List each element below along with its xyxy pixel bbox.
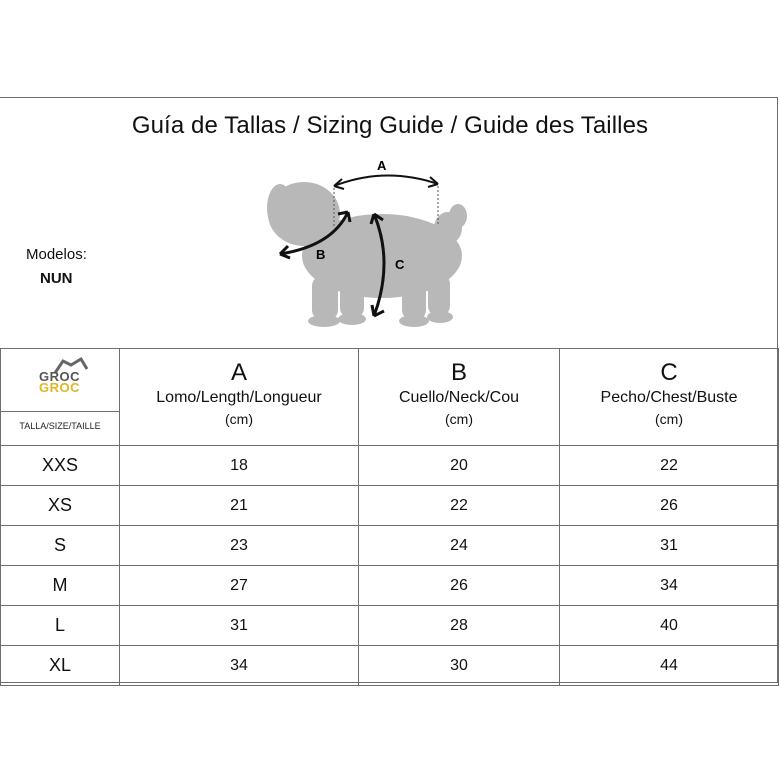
column-unit: (cm) (655, 411, 683, 427)
length-cell: 34 (120, 646, 359, 686)
size-cell: S (1, 526, 120, 566)
chest-cell: 40 (560, 606, 779, 646)
chest-cell: 31 (560, 526, 779, 566)
length-cell: 18 (120, 446, 359, 486)
sizing-guide-frame (0, 97, 778, 683)
neck-cell: 24 (359, 526, 560, 566)
column-unit: (cm) (445, 411, 473, 427)
measure-b-label: B (316, 247, 326, 262)
brand-header-cell (1, 349, 120, 446)
size-column-header: TALLA/SIZE/TAILLE (19, 421, 101, 431)
table-row (1, 606, 779, 646)
length-cell: 31 (120, 606, 359, 646)
brand-name-top: GROC (39, 369, 80, 384)
chest-cell: 34 (560, 566, 779, 606)
measure-a-arrow (334, 175, 438, 189)
size-cell: XS (1, 486, 120, 526)
dog-measurement-diagram (262, 156, 482, 331)
measure-c-label: C (395, 257, 405, 272)
size-cell: L (1, 606, 120, 646)
neck-cell: 22 (359, 486, 560, 526)
brand-logo (1, 349, 119, 409)
chest-cell: 26 (560, 486, 779, 526)
models-value: NUN (40, 270, 73, 287)
models-label: Modelos: (26, 246, 87, 263)
brand-name-bottom: GROC (39, 380, 80, 395)
size-cell: XL (1, 646, 120, 686)
length-cell: 21 (120, 486, 359, 526)
column-header-c (560, 349, 779, 446)
table-row (1, 486, 779, 526)
length-cell: 27 (120, 566, 359, 606)
column-letter: B (450, 359, 467, 386)
column-header-a (120, 349, 359, 446)
column-header-b (359, 349, 560, 446)
table-row (1, 646, 779, 686)
column-unit: (cm) (225, 411, 253, 427)
column-name: Lomo/Length/Longueur (156, 389, 322, 406)
neck-cell: 30 (359, 646, 560, 686)
chest-cell: 44 (560, 646, 779, 686)
size-table (0, 348, 779, 686)
size-cell: XXS (1, 446, 120, 486)
neck-cell: 28 (359, 606, 560, 646)
measure-a-label: A (377, 158, 387, 173)
neck-cell: 26 (359, 566, 560, 606)
table-row (1, 446, 779, 486)
column-name: Pecho/Chest/Buste (600, 389, 738, 406)
table-row (1, 526, 779, 566)
neck-cell: 20 (359, 446, 560, 486)
size-cell: M (1, 566, 120, 606)
dog-silhouette (267, 182, 467, 327)
table-row (1, 566, 779, 606)
chest-cell: 22 (560, 446, 779, 486)
column-letter: C (660, 359, 678, 386)
table-header-row (1, 349, 779, 446)
brand-divider (1, 411, 119, 412)
column-name: Cuello/Neck/Cou (398, 389, 520, 406)
column-letter: A (230, 359, 247, 386)
length-cell: 23 (120, 526, 359, 566)
guide-header (0, 98, 778, 348)
guide-title: Guía de Tallas / Sizing Guide / Guide des Tailles (131, 112, 649, 139)
